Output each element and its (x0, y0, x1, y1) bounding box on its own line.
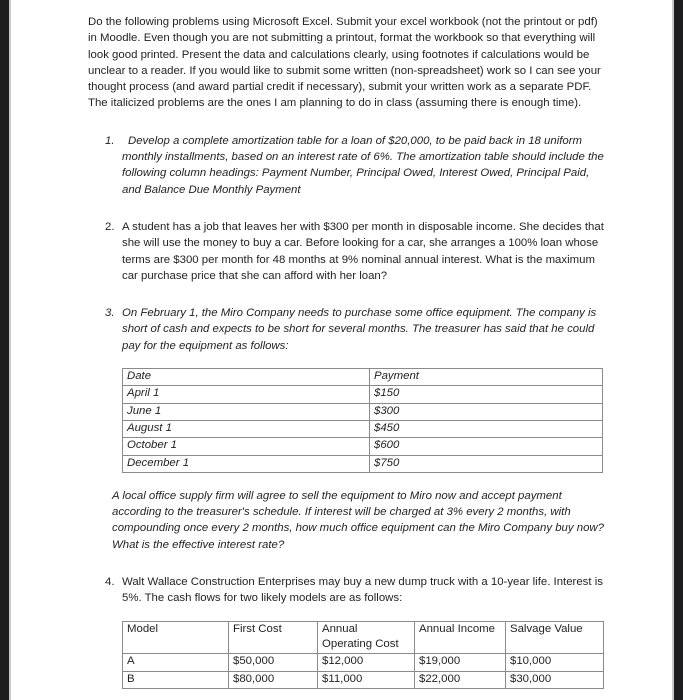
document-sheet (11, 0, 672, 700)
problem-item-1 (88, 133, 609, 198)
table-header-row (123, 621, 604, 654)
payment-table-wrapper (88, 368, 609, 473)
table-row (123, 403, 603, 420)
cell-first-cost: $80,000 (229, 671, 318, 688)
cell-annual-income: $19,000 (415, 654, 506, 671)
cell-salvage-value: $10,000 (506, 654, 604, 671)
cell-salvage-value: $30,000 (506, 671, 604, 688)
cell-payment: $150 (370, 386, 603, 403)
cell-annual-operating-cost: $11,000 (318, 671, 415, 688)
table-row (123, 438, 603, 455)
cell-date: April 1 (123, 386, 370, 403)
table-header-row (123, 369, 603, 386)
page-right-edge-highlight (672, 0, 674, 700)
cell-date: October 1 (123, 438, 370, 455)
intro-paragraph: Do the following problems using Microsoft Excel. Submit your excel workbook (not the printout or pdf) in Moodle. Even though you are not submitting a printout, format the workbook so that everything will look good printed. Present the data and calculations clearly, using footnotes if calculations would be unclear to a reader. If you would like to submit some written (non-spreadsheet) work so I can see your thought process (and award partial credit if necessary), submit your written work as a separate PDF. The italicized problems are the ones I am planning to do in class (assuming there is enough time). (88, 16, 601, 110)
table-row (123, 654, 604, 671)
column-header-first-cost: First Cost (229, 621, 318, 654)
cell-model: B (123, 671, 229, 688)
problem-text-1: Develop a complete amortization table for a loan of $20,000, to be paid back in 18 uniform monthly installments, based on an interest rate of 6%. The amortization table should include the following column headings: Payment Number, Principal Owed, Interest Owed, Principal Paid, and Balance Due Monthly Payment (122, 134, 604, 196)
column-header-payment: Payment (370, 369, 603, 386)
table-row (123, 455, 603, 472)
problem-item-2 (88, 219, 609, 284)
cell-payment: $600 (370, 438, 603, 455)
problem-text-4: Walt Wallace Construction Enterprises may buy a new dump truck with a 10-year life. Interest is 5%. The cash flows for two likely models are as follows: (122, 576, 603, 605)
page-right-edge (674, 0, 683, 700)
cell-payment: $450 (370, 420, 603, 437)
column-header-annual-income: Annual Income (415, 621, 506, 654)
page-left-edge (0, 0, 9, 700)
table-row (123, 386, 603, 403)
column-header-date: Date (123, 369, 370, 386)
problem-text-2: A student has a job that leaves her with $300 per month in disposable income. She decides that she will use the money to buy a car. Before looking for a car, she arranges a 100% loan whose terms are $300 per month for 48 months at 9% nominal annual interest. What is the maximum car purchase price that she can afford with her loan? (122, 220, 604, 282)
payment-schedule-table (122, 368, 603, 473)
problem-number-1: 1. (105, 134, 115, 147)
cell-payment: $300 (370, 403, 603, 420)
cell-first-cost: $50,000 (229, 654, 318, 671)
cashflow-table-wrapper (88, 621, 609, 689)
cashflow-table (122, 621, 604, 689)
problem-text-3: On February 1, the Miro Company needs to purchase some office equipment. The company is short of cash and expects to be short for several months. The treasurer has said that he could pay for the equipment as follows: (122, 307, 597, 352)
cell-payment: $750 (370, 455, 603, 472)
cell-annual-operating-cost: $12,000 (318, 654, 415, 671)
cell-model: A (123, 654, 229, 671)
column-header-model: Model (123, 621, 229, 654)
table-row (123, 420, 603, 437)
miro-followup-paragraph: A local office supply firm will agree to sell the equipment to Miro now and accept payment according to the treasurer's schedule. If interest will be charged at 3% every 2 months, with compounding once every 2 months, how much office equipment can the Miro Company buy now? What is the effective interest rate? (112, 489, 604, 551)
cell-date: June 1 (123, 403, 370, 420)
cell-date: December 1 (123, 455, 370, 472)
column-header-salvage-value: Salvage Value (506, 621, 604, 654)
document-content (88, 14, 609, 689)
problem-number-2: 2. (105, 220, 115, 233)
problem-item-4 (88, 574, 609, 607)
table-row (123, 671, 604, 688)
problem-number-4: 4. (105, 576, 115, 589)
cell-date: August 1 (123, 420, 370, 437)
problem-number-3: 3. (105, 307, 115, 320)
column-header-annual-operating-cost: Annual Operating Cost (318, 621, 415, 654)
cell-annual-income: $22,000 (415, 671, 506, 688)
problem-item-3 (88, 305, 609, 354)
